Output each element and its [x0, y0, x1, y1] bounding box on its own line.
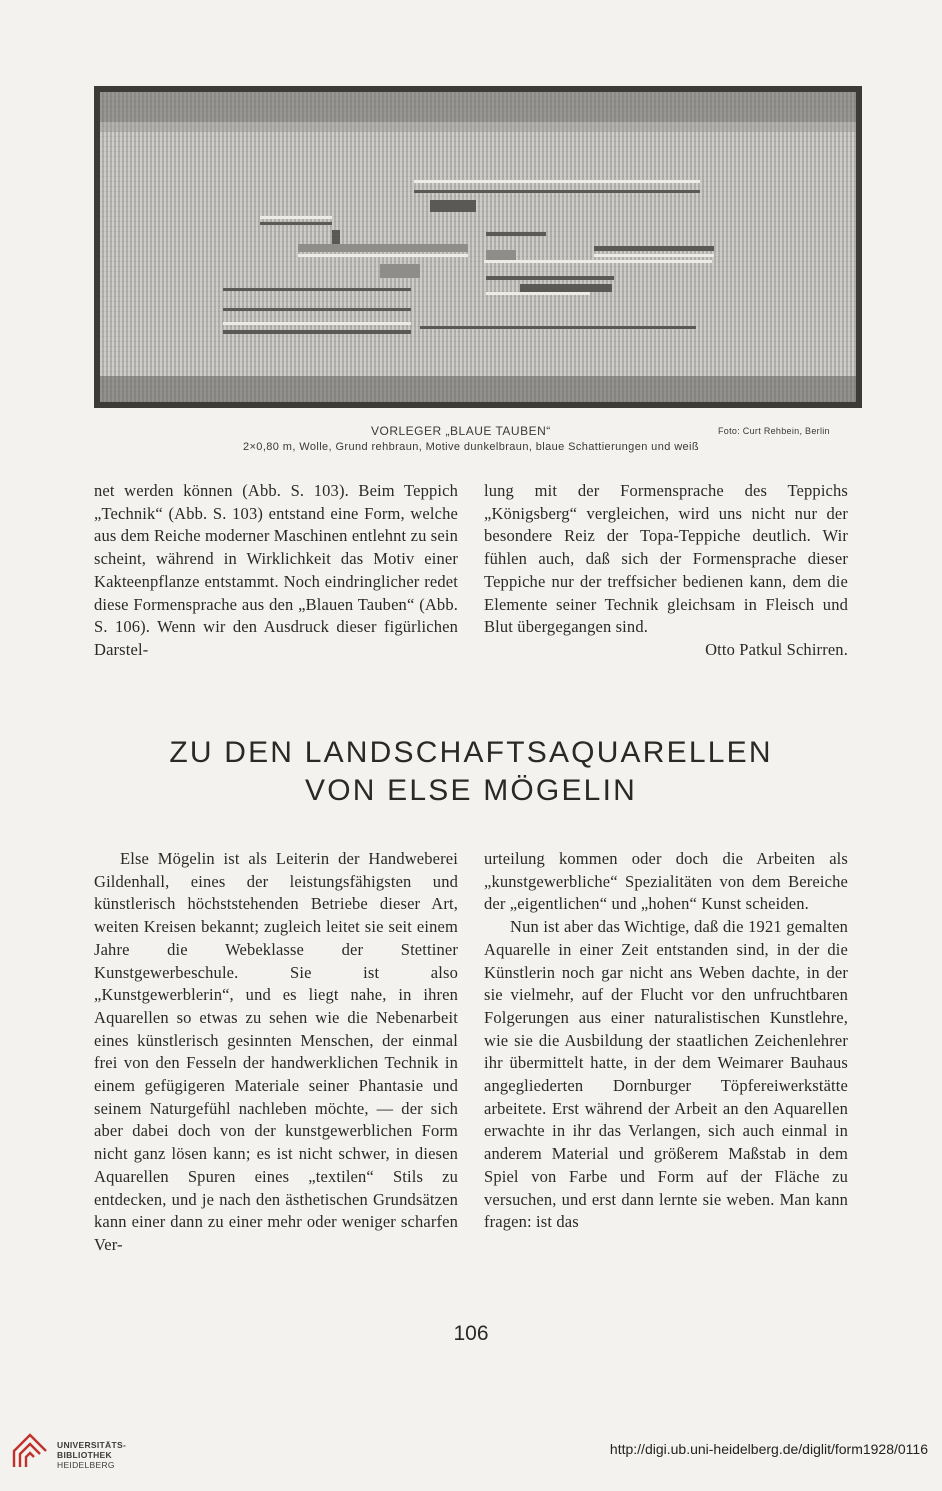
- author-signature: Otto Patkul Schirren.: [705, 639, 848, 659]
- caption-title: VORLEGER „BLAUE TAUBEN“: [371, 424, 551, 438]
- article2-paragraph-left: Else Mögelin ist als Leiterin der Handweberei Gildenhall, eines der leistungsfähigsten und künstlerisch höchststehenden Betriebe dieser Art, weiten Kreisen bekannt; zugleich leitet sie seit einem Jahre die Webeklasse der Stettiner Kunstgewerbeschule. Sie ist also „Kunstgewerblerin“, und es liegt nahe, in ihren Aquarellen so etwas zu sehen wie die Nebenarbeit eines künstlerisch gesinnten Menschen, der einmal frei von den Fesseln der handwerklichen Technik in einem gefügigeren Materiale seiner Phantasie und seinem Naturgefühl nachleben möchte, — der sich aber dabei doch von der kunstgewerblichen Form nicht ganz lösen kann; es ist nicht schwer, in diesen Aquarellen Spuren eines „textilen“ Stils zu entdecken, und je nach den ästhetischen Grundsätzen kann einer dann zu einer mehr oder weniger scharfen Ver-: [94, 849, 458, 1254]
- library-name-line-1: UNIVERSITÄTS-: [57, 1440, 127, 1450]
- article1-paragraph-right: lung mit der Formensprache des Teppichs „Königsberg“ vergleichen, wird uns nicht nur der besondere Reiz der Topa-Teppiche deutlich. Wir fühlen auch, daß sich der Formensprache dieser Teppiche nur der treffsicher bedienen kann, dem die Elemente seiner Technik gleichsam in Fleisch und Blut übergegangen sind.: [484, 481, 848, 637]
- heading-line-1: ZU DEN LANDSCHAFTSAQUARELLEN: [169, 736, 773, 769]
- article2-paragraph-right-1: urteilung kommen oder doch die Arbeiten als „kunstgewerbliche“ Spezialitäten von dem Bereiche der „eigentlichen“ und „hohen“ Kunst scheiden.: [484, 849, 848, 914]
- library-name: [57, 1440, 126, 1470]
- photo-credit: Foto: Curt Rehbein, Berlin: [718, 426, 830, 436]
- page-number: 106: [453, 1322, 489, 1345]
- library-name-line-2: BIBLIOTHEK: [57, 1450, 112, 1460]
- source-url[interactable]: http://digi.ub.uni-heidelberg.de/diglit/form1928/0116: [609, 1441, 928, 1457]
- article2-column-right: [484, 848, 848, 1234]
- caption-detail: 2×0,80 m, Wolle, Grund rehbraun, Motive dunkelbraun, blaue Schattierungen und weiß: [242, 441, 700, 453]
- article-heading: [0, 734, 942, 810]
- library-logo-icon: [10, 1431, 50, 1471]
- rug-image: [100, 92, 856, 402]
- article2-column-left: [94, 848, 458, 1257]
- article1-column-left: [94, 480, 458, 662]
- rug-photograph: [94, 86, 862, 408]
- library-name-line-3: HEIDELBERG: [57, 1460, 115, 1470]
- article1-paragraph-left: net werden können (Abb. S. 103). Beim Teppich „Technik“ (Abb. S. 103) entstand eine Form, welche aus dem Reiche moderner Maschinen entlehnt zu sein scheint, während in Wirklichkeit das Motiv einer Kakteenpflanze entstammt. Noch eindringlicher redet diese Formensprache aus den „Blauen Tauben“ (Abb. S. 106). Wenn wir den Ausdruck dieser figürlichen Darstel-: [94, 481, 458, 659]
- article2-paragraph-right-2: Nun ist aber das Wichtige, daß die 1921 gemalten Aquarelle in einer Zeit entstanden sind, in der die Künstlerin noch gar nicht ans Weben dachte, in der sie vielmehr, auf der Flucht vor den unfruchtbaren Folgerungen aus einer naturalistischen Kunstlehre, wie sie die Ausbildung der staatlichen Zeichenlehrer ihr übermittelt hatte, in der dem Weimarer Bauhaus angegliederten Dornburger Töpfereiwerkstätte arbeitete. Erst während der Arbeit an den Aquarellen erwachte in ihr das Verlangen, sich auch einmal in anderem Material und größerem Maßstab in dem Spiel von Farbe und Form auf der Fläche zu versuchen, und erst dann lernte sie weben. Man kann fragen: ist das: [484, 917, 848, 1232]
- heading-line-2: VON ELSE MÖGELIN: [305, 774, 637, 807]
- article1-column-right: [484, 480, 848, 662]
